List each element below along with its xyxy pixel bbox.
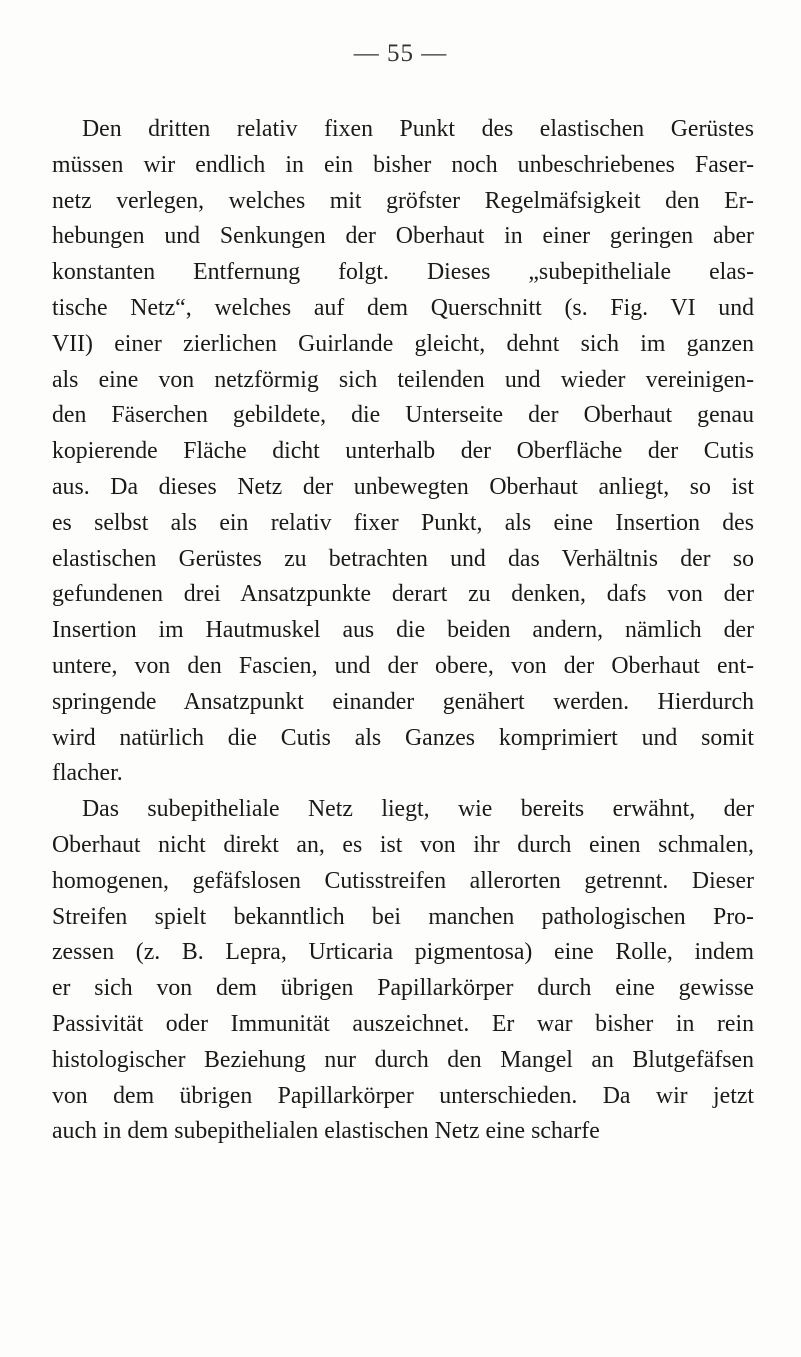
text-line: VII) einer zierlichen Guirlande gleicht, dehnt sich im ganzen <box>52 330 754 357</box>
text-line: aus. Da dieses Netz der unbewegten Oberhaut anliegt, so ist <box>52 473 754 500</box>
text-line: hebungen und Senkungen der Oberhaut in einer geringen aber <box>52 223 754 250</box>
text-line: Den dritten relativ fixen Punkt des elastischen Gerüstes <box>82 116 754 142</box>
text-line: homogenen, gefäfslosen Cutisstreifen allerorten getrennt. Dieser <box>52 867 754 894</box>
text-line: müssen wir endlich in ein bisher noch unbeschriebenes Faser- <box>52 151 754 178</box>
text-line: Insertion im Hautmuskel aus die beiden andern, nämlich der <box>52 617 754 644</box>
text-line: Oberhaut nicht direkt an, es ist von ihr durch einen schmalen, <box>52 831 754 858</box>
text-line: wird natürlich die Cutis als Ganzes komprimiert und somit <box>52 724 754 751</box>
text-line: kopierende Fläche dicht unterhalb der Oberfläche der Cutis <box>52 438 754 465</box>
text-line: konstanten Entfernung folgt. Dieses „subepitheliale elas- <box>52 259 754 286</box>
text-line: es selbst als ein relativ fixer Punkt, als eine Insertion des <box>52 509 754 536</box>
text-line: springende Ansatzpunkt einander genähert werden. Hierdurch <box>52 688 754 715</box>
page-number: — 55 — <box>353 40 448 67</box>
text-line: tische Netz“, welches auf dem Querschnitt (s. Fig. VI und <box>52 294 754 321</box>
text-line: Passivität oder Immunität auszeichnet. Er war bisher in rein <box>52 1010 754 1037</box>
text-line: Streifen spielt bekanntlich bei manchen pathologischen Pro- <box>52 903 754 930</box>
text-line: elastischen Gerüstes zu betrachten und das Verhältnis der so <box>52 545 754 572</box>
text-line: den Fäserchen gebildete, die Unterseite der Oberhaut genau <box>52 402 754 429</box>
text-line: flacher. <box>52 760 123 787</box>
body-text <box>52 112 754 1150</box>
text-line: netz verlegen, welches mit gröfster Regelmäfsigkeit den Er- <box>52 187 754 214</box>
text-line: auch in dem subepithelialen elastischen Netz eine scharfe <box>52 1118 600 1145</box>
text-line: histologischer Beziehung nur durch den Mangel an Blutgefäfsen <box>52 1046 754 1073</box>
text-line: er sich von dem übrigen Papillarkörper durch eine gewisse <box>52 975 754 1002</box>
text-line: zessen (z. B. Lepra, Urticaria pigmentosa) eine Rolle, indem <box>52 939 754 966</box>
text-line: als eine von netzförmig sich teilenden und wieder vereinigen- <box>52 366 754 393</box>
text-line: Das subepitheliale Netz liegt, wie bereits erwähnt, der <box>82 796 754 823</box>
text-line: gefundenen drei Ansatzpunkte derart zu denken, dafs von der <box>52 581 754 608</box>
text-line: untere, von den Fascien, und der obere, von der Oberhaut ent- <box>52 652 754 679</box>
text-line: von dem übrigen Papillarkörper unterschieden. Da wir jetzt <box>52 1082 754 1109</box>
